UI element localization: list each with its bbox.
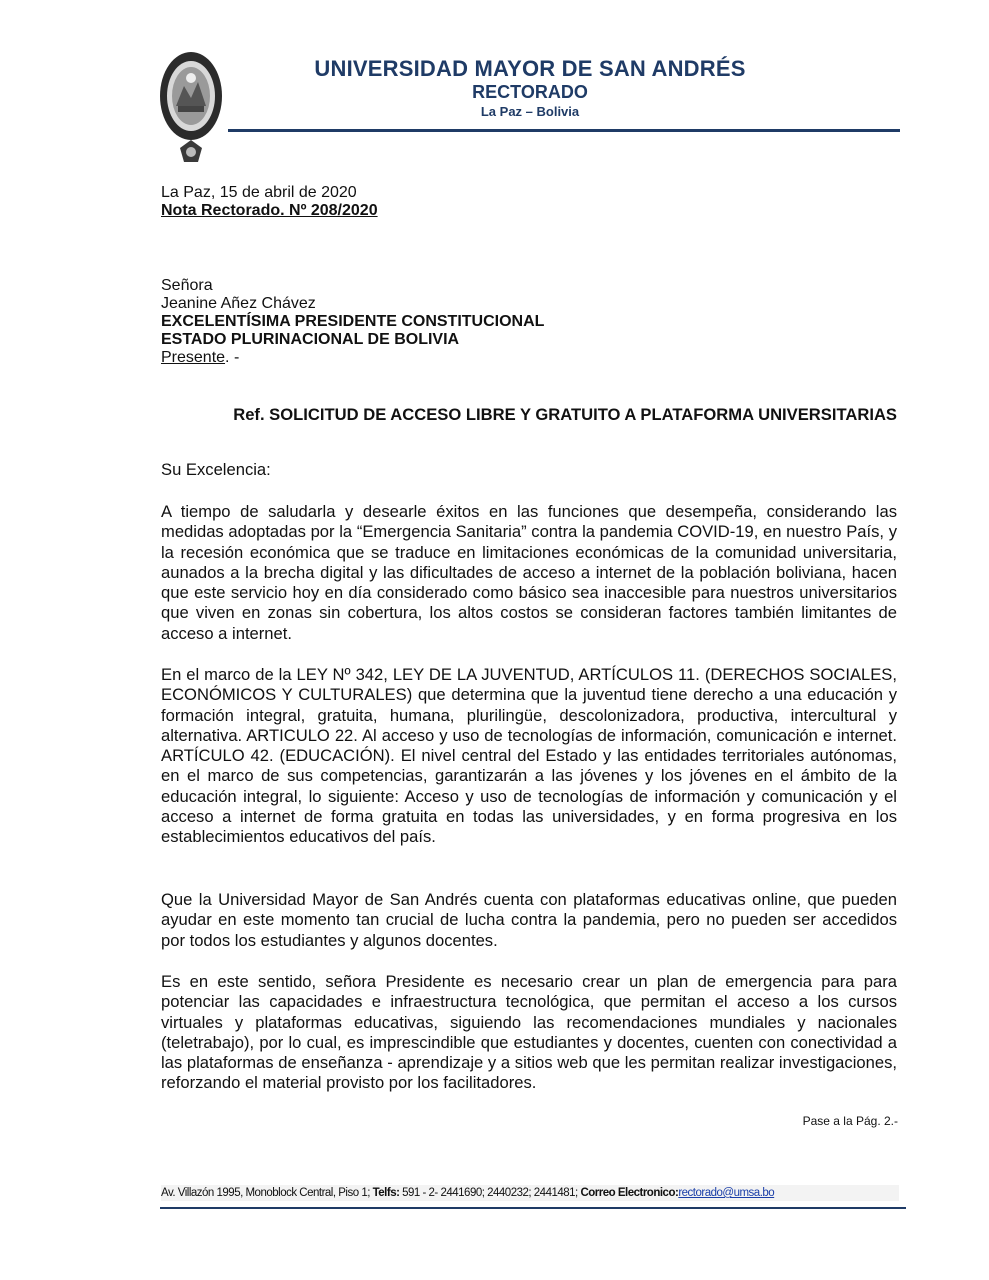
- recipient-salutation: Señora: [161, 277, 213, 294]
- office-name: RECTORADO: [472, 82, 588, 102]
- recipient-name: Jeanine Añez Chávez: [161, 295, 316, 312]
- university-name: UNIVERSIDAD MAYOR DE SAN ANDRÉS: [314, 56, 746, 81]
- header-divider: [228, 129, 900, 132]
- recipient-title: EXCELENTÍSIMA PRESIDENTE CONSTITUCIONAL: [161, 313, 545, 330]
- university-seal-icon: [158, 48, 224, 172]
- paragraph-1: A tiempo de saludarla y desearle éxitos en las funciones que desempeña, considerando las medidas adoptadas por la “Emergencia Sanitaria” contra la pandemia COVID-19, en nuestro País, y la recesión económica que se traduce en limitaciones económicas de la comunidad universitaria, aunados a la brecha digital y las dificultades de acceso a internet de la población boliviana, hacen que este servicio hoy en día considerado como básico sea inaccesible para nuestros universitarios que viven en zonas sin cobertura, los altos costos se consideran factores también limitantes de acceso a internet.: [161, 502, 897, 643]
- paragraph-2: En el marco de la LEY Nº 342, LEY DE LA JUVENTUD, ARTÍCULOS 11. (DERECHOS SOCIALES, ECONÓMICOS Y CULTURALES) que determina que la juventud tiene derecho a una educación y formación integral, gratuita, humana, plurilingüe, descolonizadora, productiva, intercultural y alternativa. ARTICULO 22. Al acceso y uso de tecnologías de información, comunicación e internet. ARTÍCULO 42. (EDUCACIÓN). El nivel central del Estado y las entidades territoriales autónomas, en el marco de sus competencias, garantizarán a las jóvenes y los jóvenes en el ámbito de la educación integral, lo siguiente: Acceso y uso de tecnologías de información y comunicación y el acceso a internet de forma gratuita en todas las universidades, y en forma progresiva en los establecimientos educativos del país.: [161, 665, 897, 847]
- recipient-block: [161, 277, 897, 367]
- email-link[interactable]: rectorado@umsa.bo: [678, 1187, 775, 1199]
- paragraph-4: Es en este sentido, señora Presidente es necesario crear un plan de emergencia para para potenciar las capacidades e infraestructura tecnológica, que permitan el acceso a los cursos virtuales y plataformas educativas, siguiendo las recomendaciones mundiales y nacionales (teletrabajo), por lo cual, es imprescindible que estudiantes y docentes, cuenten con conectividad a las plataformas de enseñanza - aprendizaje y a sitios web que les permitan realizar investigaciones, reforzando el material provisto por los facilitadores.: [161, 972, 897, 1093]
- letter-meta: [161, 184, 897, 220]
- office-location: La Paz – Bolivia: [480, 104, 580, 119]
- greeting: Su Excelencia:: [161, 460, 271, 479]
- recipient-entity: ESTADO PLURINACIONAL DE BOLIVIA: [161, 331, 460, 348]
- paragraph-3: Que la Universidad Mayor de San Andrés cuenta con plataformas educativas online, que pueden ayudar en este momento tan crucial de lucha contra la pandemia, pero no pueden ser accedidos por todos los estudiantes y algunos docentes.: [161, 890, 897, 950]
- footer-divider: [160, 1207, 906, 1209]
- note-number: Nota Rectorado. Nº 208/2020: [161, 202, 378, 219]
- footer-contact: Av. Villazón 1995, Monoblock Central, Piso 1; Telfs: 591 - 2- 2441690; 2440232; 2441481; Correo Electronico:rectorado@umsa.bo: [161, 1185, 899, 1201]
- page-continuation: Pase a la Pág. 2.-: [802, 1114, 898, 1128]
- recipient-presente: Presente. -: [161, 349, 240, 366]
- reference-line: Ref. SOLICITUD DE ACCESO LIBRE Y GRATUITO A PLATAFORMA UNIVERSITARIAS: [233, 405, 897, 424]
- letter-date: La Paz, 15 de abril de 2020: [161, 184, 357, 201]
